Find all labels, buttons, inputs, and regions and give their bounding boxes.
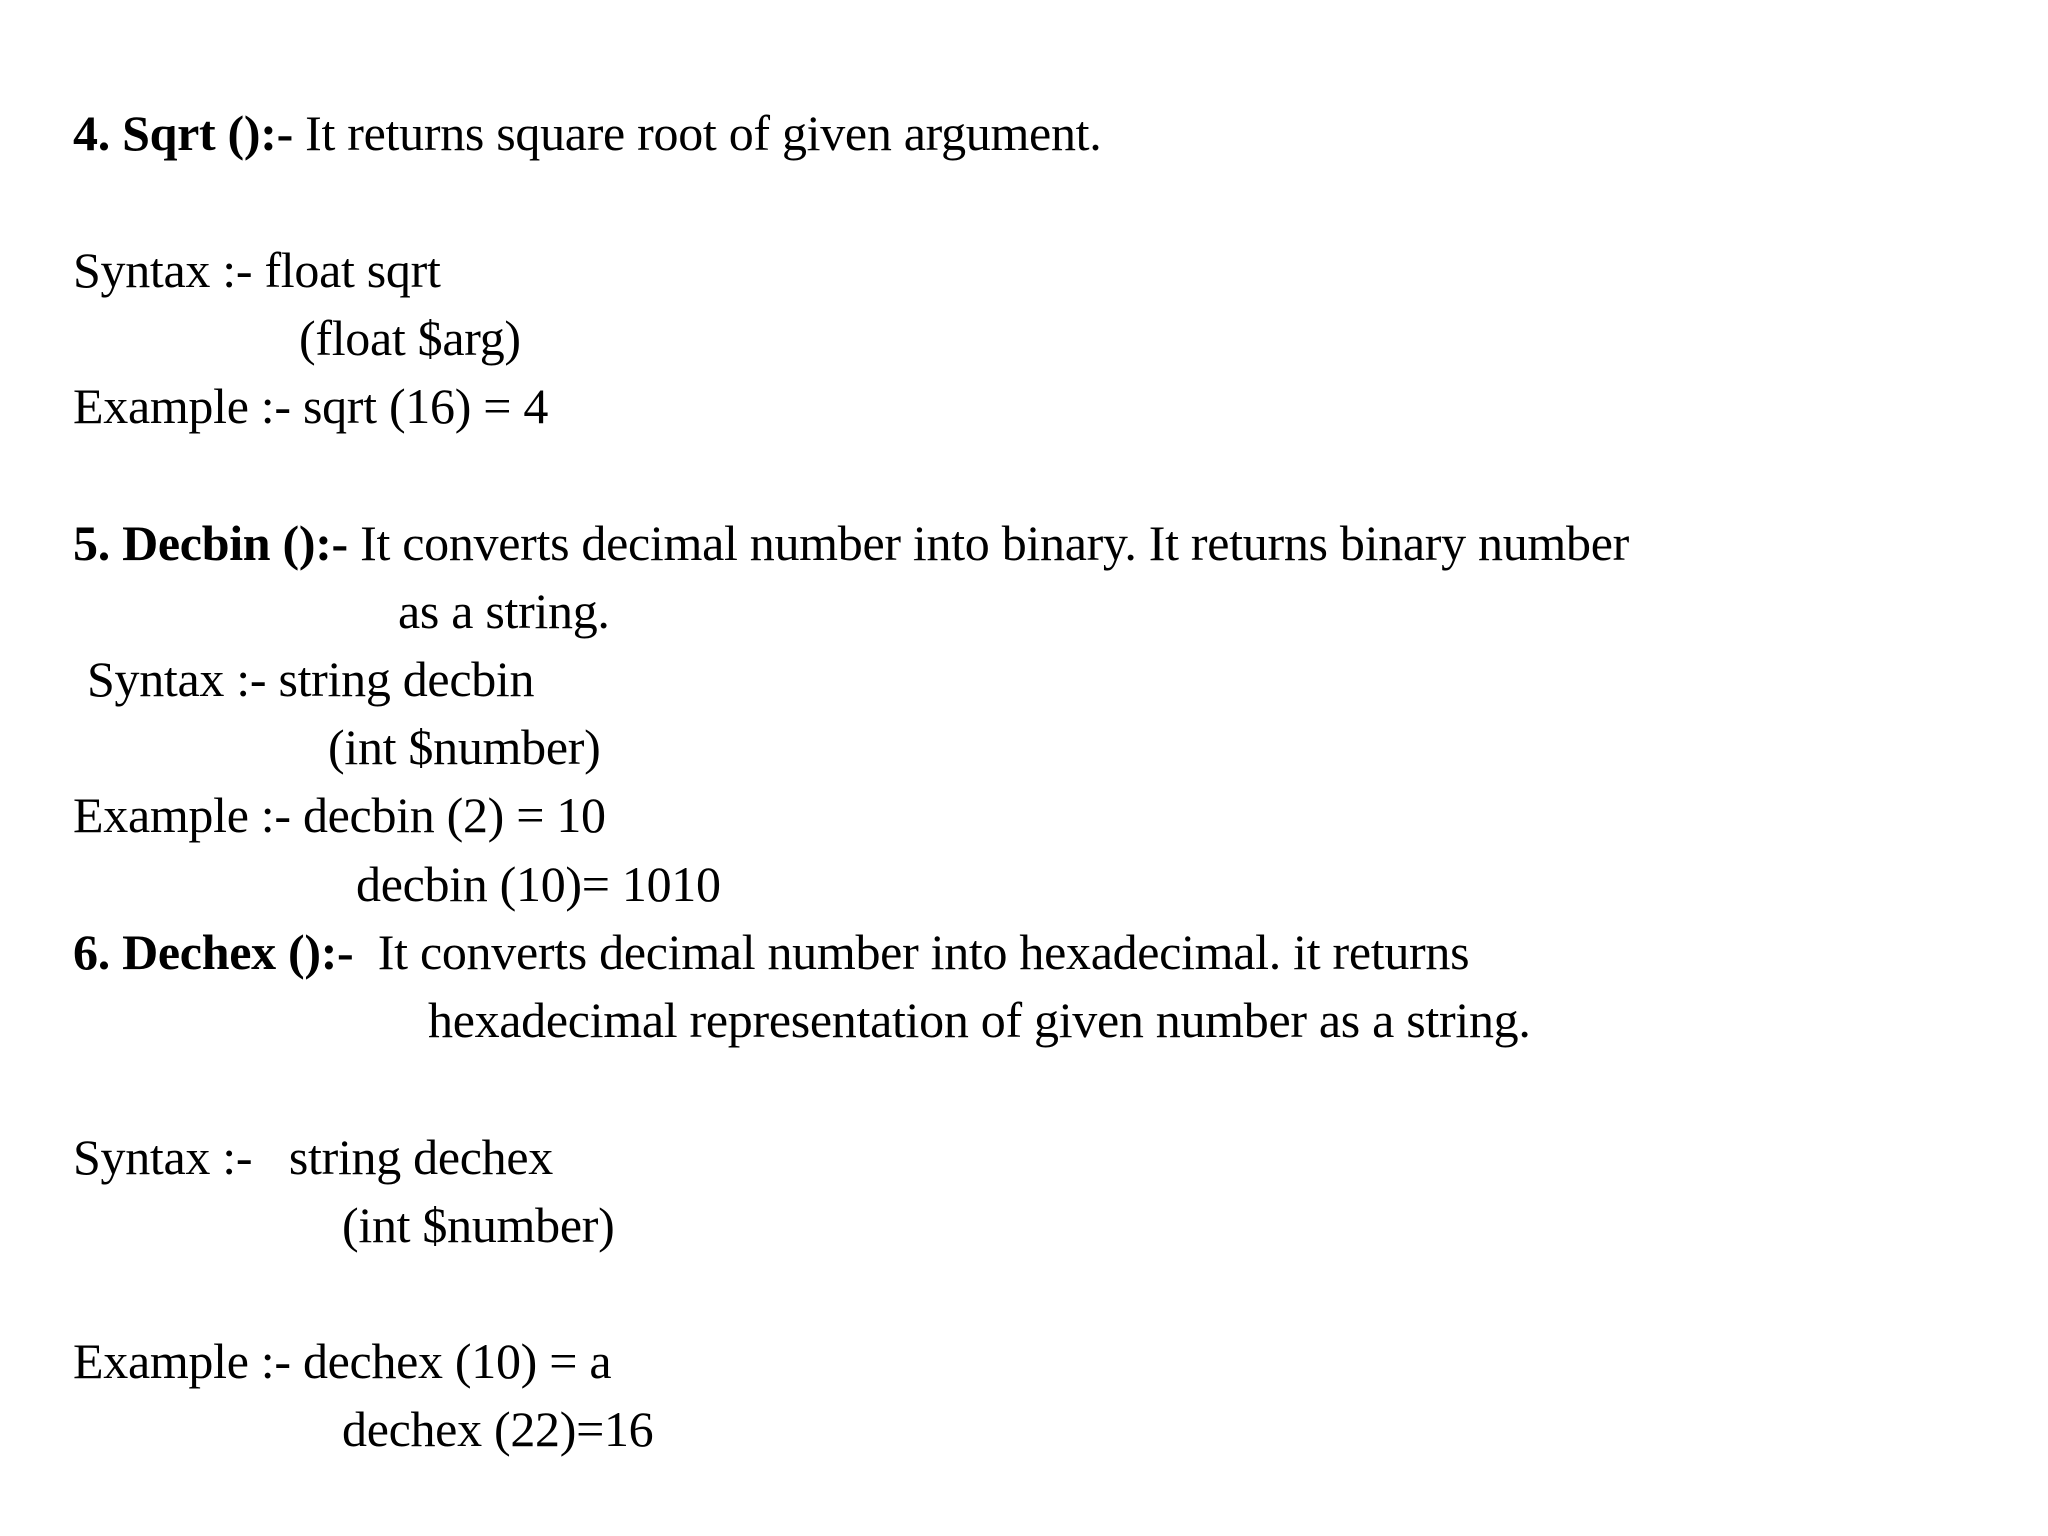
dechex-example-2: dechex (22)=16 xyxy=(342,1401,654,1457)
dechex-syntax-line xyxy=(73,1127,553,1187)
dechex-heading: 6. Dechex ():- xyxy=(73,924,354,980)
decbin-description-1: It converts decimal number into binary. It returns binary number xyxy=(347,515,1629,571)
decbin-heading: 5. Decbin ():- xyxy=(73,515,348,571)
sqrt-heading: 4. Sqrt ():- xyxy=(73,105,293,161)
decbin-example-label: Example :- xyxy=(73,787,303,843)
decbin-example-2: decbin (10)= 1010 xyxy=(356,856,721,912)
sqrt-example-1: sqrt (16) = 4 xyxy=(302,378,549,434)
dechex-example-line xyxy=(73,1331,611,1391)
decbin-syntax-label: Syntax :- xyxy=(87,651,279,707)
dechex-description-2: hexadecimal representation of given number as a string. xyxy=(428,992,1531,1048)
sqrt-description: It returns square root of given argument. xyxy=(292,105,1102,161)
sqrt-syntax-params: (float $arg) xyxy=(299,310,521,366)
dechex-syntax-label: Syntax :- xyxy=(73,1129,289,1185)
sqrt-syntax-label: Syntax :- xyxy=(73,242,265,298)
decbin-syntax-signature: string decbin xyxy=(278,651,535,707)
dechex-description-1: It converts decimal number into hexadecimal. it returns xyxy=(353,924,1470,980)
decbin-syntax-params: (int $number) xyxy=(328,719,601,775)
sqrt-example-line xyxy=(73,376,548,436)
dechex-example-1: dechex (10) = a xyxy=(302,1333,612,1389)
sqrt-heading-line xyxy=(73,103,1101,163)
dechex-syntax-signature: string dechex xyxy=(288,1129,553,1185)
decbin-syntax-line xyxy=(87,649,534,709)
sqrt-example-label: Example :- xyxy=(73,378,303,434)
dechex-example-label: Example :- xyxy=(73,1333,303,1389)
sqrt-syntax-signature: float sqrt xyxy=(264,242,441,298)
dechex-heading-line xyxy=(73,922,1469,982)
decbin-description-2: as a string. xyxy=(398,583,610,639)
dechex-syntax-params: (int $number) xyxy=(342,1197,615,1253)
decbin-example-1: decbin (2) = 10 xyxy=(302,787,606,843)
decbin-heading-line xyxy=(73,513,1629,573)
decbin-example-line xyxy=(73,785,606,845)
sqrt-syntax-line xyxy=(73,240,441,300)
